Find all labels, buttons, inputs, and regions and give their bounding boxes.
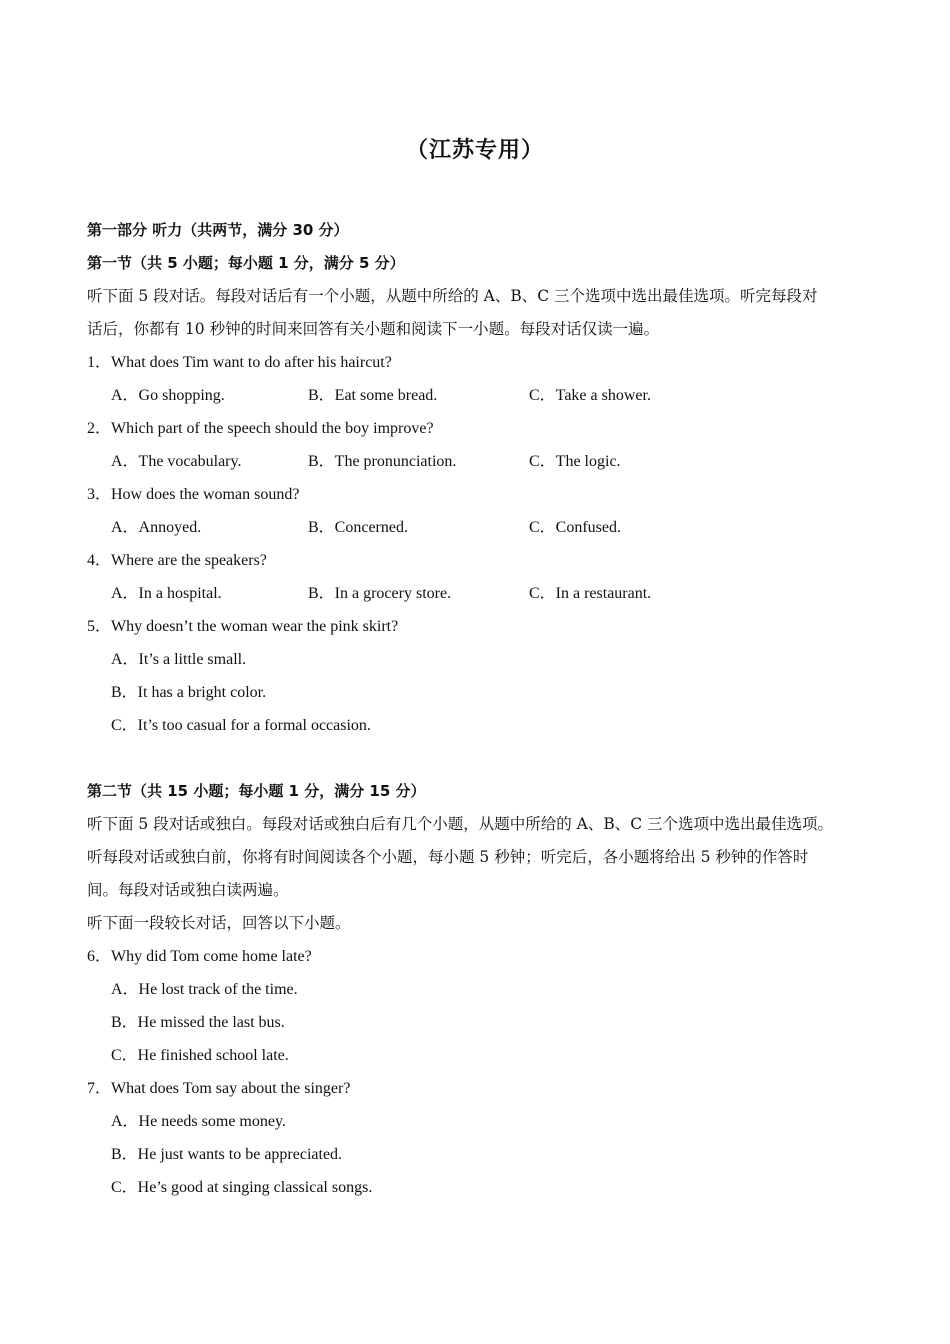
question-4: 4．Where are the speakers? <box>87 552 267 569</box>
option-b: B．It has a bright color. <box>111 684 267 701</box>
option-a: A．He needs some money. <box>111 1113 286 1130</box>
section1-heading: 第一节（共 5 小题；每小题 1 分，满分 5 分） <box>87 254 405 272</box>
option-c: C．He’s good at singing classical songs. <box>111 1179 373 1196</box>
option-a: A．He lost track of the time. <box>111 981 298 998</box>
page-title: （江苏专用） <box>405 138 544 163</box>
option-b: B．Eat some bread. <box>308 387 438 404</box>
option-b: B．Concerned. <box>308 519 408 536</box>
part1-heading: 第一部分 听力（共两节，满分 30 分） <box>87 221 349 239</box>
question-7: 7．What does Tom say about the singer? <box>87 1080 351 1097</box>
option-a: A．In a hospital. <box>111 585 222 602</box>
question-3-options <box>87 511 887 544</box>
section-gap <box>87 742 887 775</box>
section1-instruction-line: 话后，你都有 10 秒钟的时间来回答有关小题和阅读下一小题。每段对话仅读一遍。 <box>87 320 660 338</box>
option-c: C．In a restaurant. <box>529 585 652 602</box>
option-a: A．Annoyed. <box>111 519 202 536</box>
option-c: C．He finished school late. <box>111 1047 289 1064</box>
section2-instruction-line: 听每段对话或独白前，你将有时间阅读各个小题，每小题 5 秒钟；听完后，各小题将给出 5 秒钟的作答时 <box>87 848 809 866</box>
option-b: B．The pronunciation. <box>308 453 457 470</box>
document-body <box>87 214 887 1204</box>
option-c: C．The logic. <box>529 453 621 470</box>
section2-sub-instruction: 听下面一段较长对话，回答以下小题。 <box>87 914 351 932</box>
question-1-options <box>87 379 887 412</box>
option-b: B．He just wants to be appreciated. <box>111 1146 343 1163</box>
section1-instruction-line: 听下面 5 段对话。每段对话后有一个小题，从题中所给的 A、B、C 三个选项中选出最佳选项。听完每段对 <box>87 287 818 305</box>
section2-heading: 第二节（共 15 小题；每小题 1 分，满分 15 分） <box>87 782 426 800</box>
question-2-options <box>87 445 887 478</box>
section2-instruction-line: 间。每段对话或独白读两遍。 <box>87 881 289 899</box>
question-6: 6．Why did Tom come home late? <box>87 948 312 965</box>
option-a: A．It’s a little small. <box>111 651 247 668</box>
question-5: 5．Why doesn’t the woman wear the pink skirt? <box>87 618 399 635</box>
option-c: C．Take a shower. <box>529 387 651 404</box>
question-1: 1．What does Tim want to do after his haircut? <box>87 354 392 371</box>
option-b: B．He missed the last bus. <box>111 1014 285 1031</box>
question-4-options <box>87 577 887 610</box>
section2-instruction-line: 听下面 5 段对话或独白。每段对话或独白后有几个小题，从题中所给的 A、B、C 三个选项中选出最佳选项。 <box>87 815 834 833</box>
option-a: A．Go shopping. <box>111 387 225 404</box>
option-c: C．It’s too casual for a formal occasion. <box>111 717 371 734</box>
option-c: C．Confused. <box>529 519 622 536</box>
option-b: B．In a grocery store. <box>308 585 452 602</box>
option-a: A．The vocabulary. <box>111 453 242 470</box>
question-2: 2．Which part of the speech should the boy improve? <box>87 420 434 437</box>
question-3: 3．How does the woman sound? <box>87 486 300 503</box>
